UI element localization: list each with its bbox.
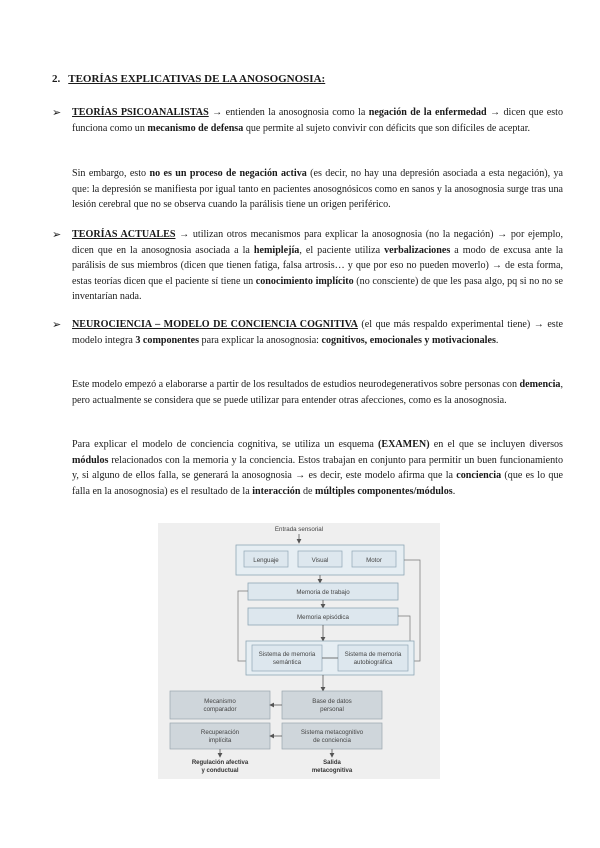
- label-lenguaje: Lenguaje: [253, 557, 279, 564]
- section-heading: 2. TEORÍAS EXPLICATIVAS DE LA ANOSOGNOSIA:: [52, 73, 326, 85]
- text: en el que se incluyen diversos: [429, 439, 563, 450]
- text: relacionados con la memoria y la conciencia. Estos trabajan en conjunto para permitir un buen funcionamiento y, si alguno de ellos falla, se generará la anosognosia → es decir, este modelo afirma que la: [72, 454, 563, 481]
- bullet-marker: ➢: [52, 107, 62, 119]
- label-semantica-line2: semántica: [272, 659, 302, 666]
- text: para explicar la anosognosia:: [199, 334, 322, 346]
- label-base-line1: Base de datos: [312, 698, 352, 705]
- text: , pero actualmente se considera que se puede utilizar para entender otras afecciones, como es la anosognosia.: [72, 379, 563, 406]
- bullet-marker: ➢: [52, 319, 62, 331]
- section-number: 2.: [52, 73, 61, 85]
- box-memoria-autobiografica: [338, 645, 408, 671]
- bold-text: módulos: [72, 454, 109, 466]
- paragraph-current-theories: [72, 227, 563, 305]
- text: , el paciente utiliza: [299, 244, 385, 256]
- text: → utilizan otros mecanismos para explicar la anosognosia (no la negación) → por ejemplo, dicen que en la anosognosia asociada a la: [72, 229, 563, 256]
- paragraph-neuroscience: [72, 317, 563, 348]
- bold-text: hemiplejía: [253, 244, 300, 256]
- term-psychoanalytic: TEORÍAS PSICOANALISTAS: [72, 107, 209, 118]
- label-comparador-line1: Mecanismo: [204, 698, 236, 705]
- paragraph-psychoanalytic: [72, 105, 563, 136]
- text: que permite al sujeto convivir con déficits que son difíciles de aceptar.: [243, 122, 531, 134]
- term-current-theories: TEORÍAS ACTUALES: [72, 229, 176, 240]
- bold-text: demencia: [519, 379, 561, 390]
- text: a modo de excusa ante la parálisis de sus miembros (dicen que tienen fatiga, falsa artrosis… y que por eso no pueden moverlo) → de esta forma, estas teorías dicen que el paciente sí tiene un: [72, 244, 563, 287]
- box-mecanismo-comparador: [170, 691, 270, 719]
- text: (que es lo que falla en la anosognosia) es el resultado de la: [72, 470, 563, 497]
- bold-text: 3 componentes: [135, 334, 200, 346]
- bold-text: verbalizaciones: [384, 244, 451, 256]
- box-base-datos-personal: [282, 691, 382, 719]
- box-memoria-semantica: [252, 645, 322, 671]
- bold-text: (EXAMEN): [378, 439, 430, 450]
- label-metacog-line1: Sistema metacognitivo: [300, 729, 364, 736]
- label-recuperacion-line1: Recuperación: [200, 729, 240, 736]
- box-recuperacion-implicita: [170, 723, 270, 749]
- bold-text: conocimiento implícito: [255, 275, 354, 287]
- bold-text: no es un proceso de negación activa: [149, 168, 307, 179]
- text: Para explicar el modelo de conciencia cognitiva, se utiliza un esquema: [72, 439, 378, 450]
- label-output1-line2: y conductual: [201, 768, 239, 774]
- label-base-line2: personal: [320, 706, 344, 713]
- label-memoria-trabajo: Memoria de trabajo: [296, 589, 350, 596]
- label-autobio-line2: autobiográfica: [353, 659, 393, 666]
- paragraph-not-active-denial: [72, 166, 563, 213]
- label-autobio-line1: Sistema de memoria: [344, 651, 402, 658]
- text: Sin embargo, esto: [72, 168, 150, 179]
- text: de: [300, 485, 316, 497]
- section-title: TEORÍAS EXPLICATIVAS DE LA ANOSOGNOSIA: [68, 73, 322, 85]
- bold-text: mecanismo de defensa: [147, 122, 244, 134]
- cognitive-awareness-model-diagram: [158, 523, 440, 779]
- text: Este modelo empezó a elaborarse a partir de los resultados de estudios neurodegenerativos sobre personas con: [72, 379, 520, 390]
- text: → entienden la anosognosia como la: [208, 107, 369, 118]
- label-motor: Motor: [366, 557, 382, 564]
- label-output1-line1: Regulación afectiva: [191, 760, 249, 766]
- text: → dicen que esto funciona como un: [72, 107, 563, 134]
- bold-text: múltiples componentes/módulos: [315, 485, 453, 497]
- bold-text: negación de la enfermedad: [368, 107, 487, 118]
- paragraph-dementia: [72, 377, 563, 408]
- label-visual: Visual: [311, 557, 329, 564]
- label-recuperacion-line2: implícita: [208, 737, 232, 744]
- bold-text: cognitivos, emocionales y motivacionales: [321, 334, 496, 346]
- paragraph-model-explanation: [72, 437, 563, 499]
- text: (es decir, no hay una depresión asociada a esta negación), ya que: la depresión se manifiesta por igual tanto en pacientes anosognósicos como en sanos y la anosognosia surge tras una lesión cerebral que no se observa cuando la parálisis tiene un origen periférico.: [72, 168, 564, 210]
- label-metacog-line2: de conciencia: [313, 737, 351, 744]
- label-entrada-sensorial: Entrada sensorial: [274, 526, 324, 533]
- box-sistema-metacognitivo: [282, 723, 382, 749]
- label-output2-line2: metacognitiva: [311, 768, 353, 774]
- label-output2-line1: Salida: [323, 760, 341, 766]
- text: (no consciente) de que les pasa algo, pq si no no se inventarían nada.: [72, 275, 563, 302]
- text: .: [452, 485, 456, 497]
- term-neuroscience: NEUROCIENCIA – MODELO DE CONCIENCIA COGNITIVA: [72, 319, 358, 330]
- label-semantica-line1: Sistema de memoria: [258, 651, 316, 658]
- bold-text: interacción: [252, 485, 301, 497]
- bullet-marker: ➢: [52, 229, 62, 241]
- bold-text: conciencia: [456, 470, 502, 481]
- text: .: [495, 334, 499, 346]
- label-memoria-episodica: Memoria episódica: [297, 614, 349, 621]
- label-comparador-line2: comparador: [203, 706, 237, 713]
- text: (el que más respaldo experimental tiene) → este modelo integra: [72, 319, 564, 346]
- diagram-svg: [158, 523, 440, 779]
